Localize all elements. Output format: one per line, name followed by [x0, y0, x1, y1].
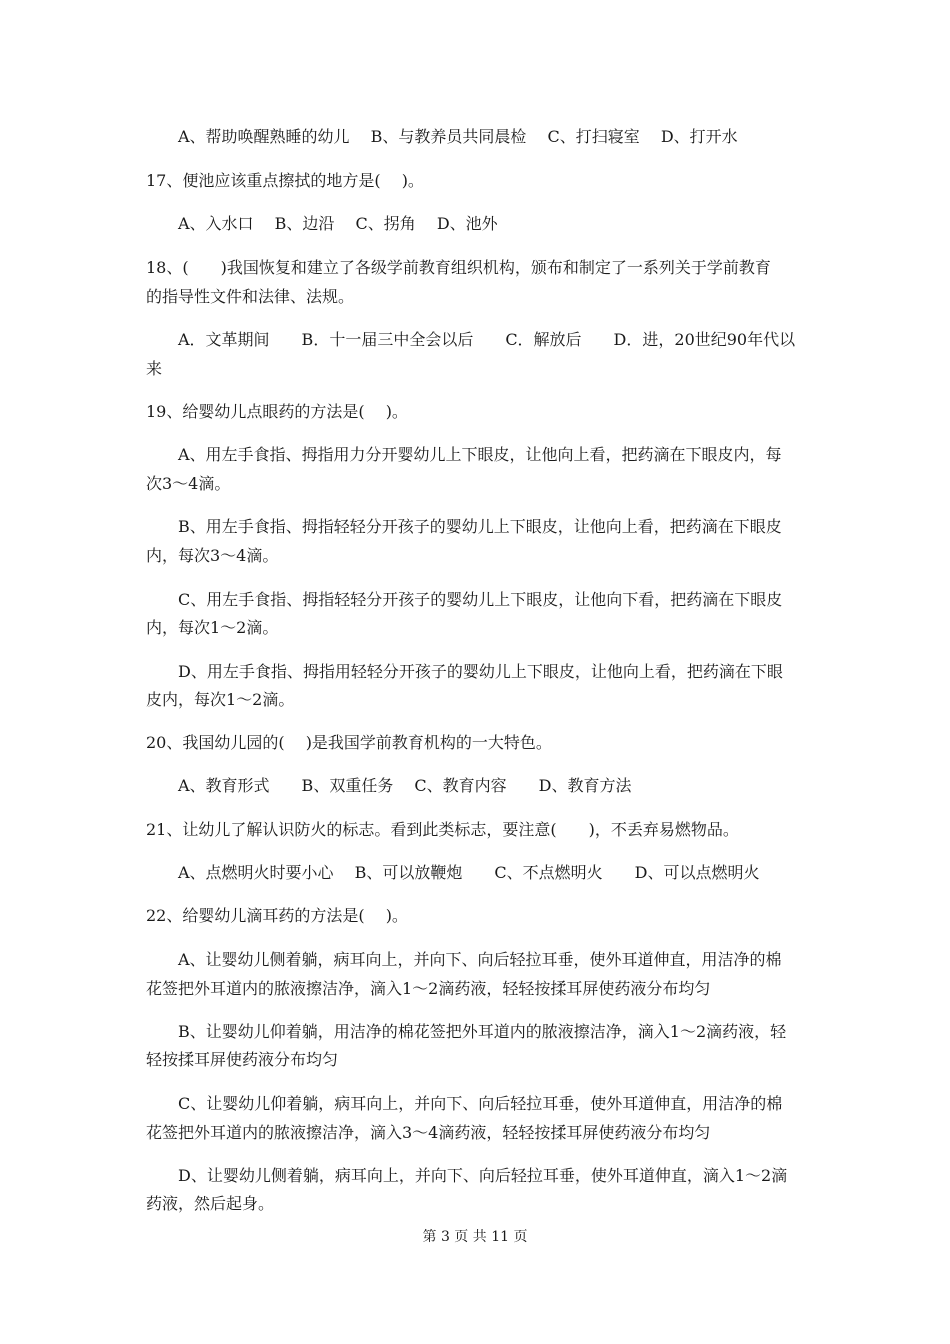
- q17-question: 17、便池应该重点擦拭的地方是( )。: [146, 171, 424, 190]
- q22-option-c: C、让婴幼儿仰着躺，病耳向上，并向下、向后轻拉耳垂，使外耳道伸直，用洁净的棉: [178, 1094, 783, 1113]
- q19-option-b-cont: 内，每次3～4滴。: [146, 546, 279, 565]
- q21-question: 21、让幼儿了解认识防火的标志。看到此类标志，要注意( )，不丢弃易燃物品。: [146, 820, 739, 839]
- q22-option-d: D、让婴幼儿侧着躺，病耳向上，并向下、向后轻拉耳垂，使外耳道伸直，滴入1～2滴: [178, 1166, 788, 1185]
- q22-option-d-cont: 药液，然后起身。: [146, 1194, 275, 1213]
- q18-question-cont: 的指导性文件和法律、法规。: [146, 287, 355, 306]
- q20-options: A、教育形式 B、双重任务 C、教育内容 D、教育方法: [178, 776, 632, 795]
- q19-option-a: A、用左手食指、拇指用力分开婴幼儿上下眼皮，让他向上看，把药滴在下眼皮内，每: [178, 445, 782, 464]
- q19-option-d-cont: 皮内，每次1～2滴。: [146, 690, 295, 709]
- q19-option-b: B、用左手食指、拇指轻轻分开孩子的婴幼儿上下眼皮，让他向上看，把药滴在下眼皮: [178, 517, 782, 536]
- q22-option-b-cont: 轻按揉耳屏使药液分布均匀: [146, 1050, 339, 1069]
- page-number-footer: 第 3 页 共 11 页: [422, 1229, 528, 1245]
- q22-option-a-cont: 花签把外耳道内的脓液擦洁净，滴入1～2滴药液，轻轻按揉耳屏使药液分布均匀: [146, 979, 711, 998]
- q19-question: 19、给婴幼儿点眼药的方法是( )。: [146, 402, 408, 421]
- q21-options: A、点燃明火时要小心 B、可以放鞭炮 C、不点燃明火 D、可以点燃明火: [178, 863, 760, 882]
- q22-option-b: B、让婴幼儿仰着躺，用洁净的棉花签把外耳道内的脓液擦洁净，滴入1～2滴药液，轻: [178, 1022, 787, 1041]
- q18-options: A．文革期间 B．十一届三中全会以后 C．解放后 D．进，20世纪90年代以: [178, 330, 796, 349]
- q19-option-c-cont: 内，每次1～2滴。: [146, 618, 279, 637]
- q16-options: A、帮助唤醒熟睡的幼儿 B、与教养员共同晨检 C、打扫寝室 D、打开水: [178, 127, 738, 146]
- q19-option-d: D、用左手食指、拇指用轻轻分开孩子的婴幼儿上下眼皮，让他向上看，把药滴在下眼: [178, 662, 783, 681]
- q19-option-a-cont: 次3～4滴。: [146, 474, 231, 493]
- q17-options: A、入水口 B、边沿 C、拐角 D、池外: [178, 214, 498, 233]
- q18-question: 18、( )我国恢复和建立了各级学前教育组织机构，颁布和制定了一系列关于学前教育: [146, 258, 771, 277]
- q19-option-c: C、用左手食指、拇指轻轻分开孩子的婴幼儿上下眼皮，让他向下看，把药滴在下眼皮: [178, 590, 783, 609]
- q22-question: 22、给婴幼儿滴耳药的方法是( )。: [146, 906, 408, 925]
- q18-options-cont: 来: [146, 359, 163, 378]
- q20-question: 20、我国幼儿园的( )是我国学前教育机构的一大特色。: [146, 733, 552, 752]
- q22-option-c-cont: 花签把外耳道内的脓液擦洁净，滴入3～4滴药液，轻轻按揉耳屏使药液分布均匀: [146, 1123, 711, 1142]
- q22-option-a: A、让婴幼儿侧着躺，病耳向上，并向下、向后轻拉耳垂，使外耳道伸直，用洁净的棉: [178, 950, 782, 969]
